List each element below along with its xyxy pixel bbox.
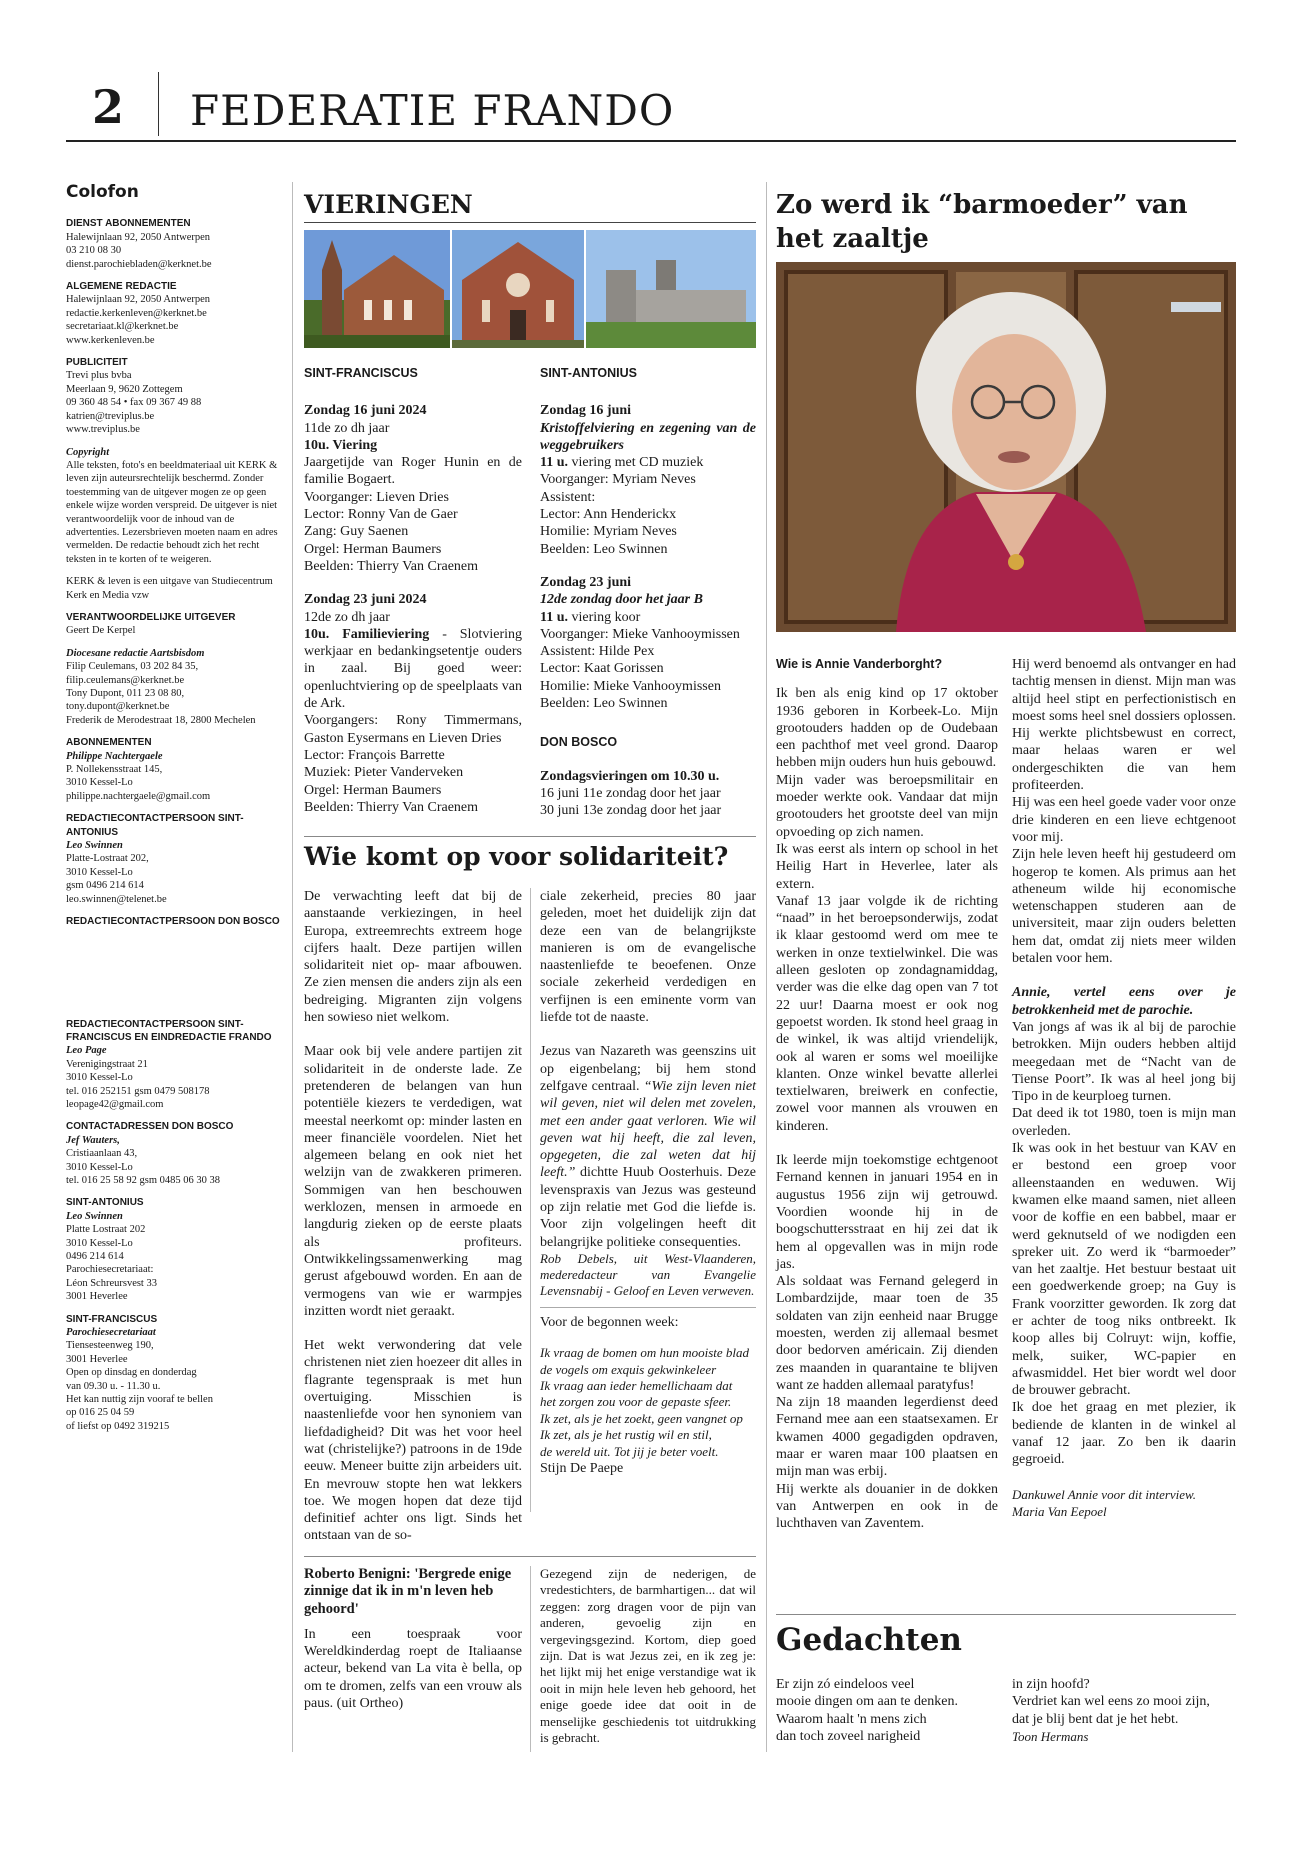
colofon-heading: REDACTIECONTACTPERSOON SINT-ANTONIUS [66, 813, 244, 838]
colofon-heading: PUBLICITEIT [66, 357, 128, 369]
colofon-line: Trevi plus bvba [66, 370, 132, 382]
colofon-line: op 016 25 04 59 [66, 1407, 135, 1419]
schedule-line: 11de zo dh jaar [304, 420, 390, 436]
colofon-line: www.kerkenleven.be [66, 334, 155, 346]
colofon-line: dienst.parochiebladen@kerknet.be [66, 258, 212, 270]
schedule-line: Lector: Kaat Gorissen [540, 661, 664, 677]
poem-line: in zijn hoofd? [1012, 1677, 1090, 1692]
schedule-line: Homilie: Mieke Vanhooymissen [540, 678, 721, 694]
colofon-line: Platte-Lostraat 202, [66, 853, 149, 865]
colofon-heading: Diocesane redactie Aartsbisdom [66, 647, 205, 659]
colofon-line: KERK & leven is een uitgave van Studiecentrum Kerk en Media vzw [66, 576, 273, 601]
colofon-contact: Jef Wauters, [66, 1134, 120, 1146]
barmoeder-col1 [776, 656, 998, 1533]
colofon-section [66, 647, 286, 727]
donbosco-times: Zondagsvieringen om 10.30 u. [540, 768, 720, 784]
schedule-line: 30 juni 13e zondag door het jaar [540, 803, 722, 819]
schedule-line: Assistent: [540, 489, 596, 505]
interview-author: Maria Van Eepoel [1012, 1503, 1107, 1519]
colofon-line: Platte Lostraat 202 [66, 1224, 146, 1236]
schedule-line: 12de zo dh jaar [304, 609, 390, 625]
poem-line: Waarom haalt 'n mens zich [776, 1711, 927, 1727]
article-paragraph: Hij werd benoemd als ontvanger en had tachtig mensen in dienst. Mijn man was altijd heel stipt en perfectionistisch en moest soms heel snel dossiers oplossen. Hij werkte plichtsbewust en correct, maar helaas waren er wel ondergeschikten die van hem profiteerden. [1012, 657, 1236, 794]
poem-line: Ik vraag aan ieder hemellichaam dat [540, 1378, 733, 1394]
schedule-line: Voorgangers: Rony Timmermans, Gaston Eysermans en Lieven Dries [304, 713, 522, 746]
colofon-line: tony.dupont@kerknet.be [66, 701, 170, 713]
article-paragraph: Na zijn 18 maanden legerdienst deed Fernand mee aan een staatsexamen. Er kwamen 4000 gegadigden opdraven, maar er waren maar 100 plaatsen en mijn man was erbij. [776, 1395, 998, 1480]
colofon-heading: Copyright [66, 446, 110, 458]
colofon-line: Het kan nuttig zijn vooraf te bellen [66, 1394, 213, 1406]
page-title: FEDERATIE FRANDO [190, 86, 675, 135]
begonnen-label: Voor de begonnen week: [540, 1314, 679, 1330]
poem-line: het zorgen zou voor de gepaste sfeer. [540, 1394, 732, 1410]
colofon-section [66, 575, 286, 602]
poem-line: de vogels om exquis gekwinkeleer [540, 1361, 717, 1377]
colofon-line: Filip Ceulemans, 03 202 84 35, [66, 661, 199, 673]
colofon-line: P. Nollekensstraat 145, [66, 764, 163, 776]
colofon-line: 3010 Kessel-Lo [66, 1237, 133, 1249]
colofon-section [66, 446, 286, 567]
schedule-line: Lector: Ronny Van de Gaer [304, 507, 458, 523]
church-photo-antonius [452, 230, 584, 348]
article-paragraph: Van jongs af was ik al bij de parochie betrokken. Mijn ouders hebben altijd meegedaan met de “Nacht van de Tiense Poort”. Ik was al heel jong bij Tipo in de keurploeg turnen. [1012, 1019, 1236, 1105]
article-paragraph: Maar ook bij vele andere partijen zit solidariteit in de onderste lade. Ze pretenderen de belangen van hun potentiële kiezers te verdedigen, wat meestal neerkomt op: minder lasten en meer financiële voordelen. Niet het algemeen belang en ook niet het welzijn van de zwakkeren primeren. Sommigen van hen beschouwen werklozen, mensen in armoede en langdurig zieken op de eerste plaats als profiteurs. Ontwikkelingssamenwerking mag gerust afgebouwd worden. En aan de vermogens van wie er warmpjes inzitten wordt niet geraakt. [304, 1044, 522, 1319]
schedule-line: Voorganger: Myriam Neves [540, 472, 696, 488]
article-paragraph: Ik was ook in het bestuur van KAV en er bestond een groep voor alleenstaanden en weduwen. Wij kwamen elke maand samen, niet alleen voor de koffie en een babbel, maar er werd geknutseld of we nodigden een spreker uit. Zo werd ik “barmoeder” van het zaaltje. Het bestuur bestaat uit een goedwerkende groep; na Guy is Frank voorzitter geworden. Ik zorg dat er achter de toog niks ontbreekt. Ik koop alles bij Colruyt: wijn, koffie, melk, suiker, WC-papier en afwasmiddel. Het bier wordt wel door de brouwer gebracht. [1012, 1141, 1236, 1399]
colofon-contact: Leo Page [66, 1045, 107, 1057]
colofon-title: Colofon [66, 182, 139, 202]
poem-line: Ik vraag de bomen om hun mooiste blad [540, 1345, 750, 1361]
article-paragraph: Zijn hele leven heeft hij gestudeerd om hogerop te komen. Als primus aan het atheneum wilde hij economische wetenschappen studeren aan de universiteit, maar zijn ouders beletten hem dat, omdat zij niets meer wilden betalen voor hem. [1012, 847, 1236, 967]
schedule-service [540, 454, 756, 471]
article-paragraph: Ik ben als enig kind op 17 oktober 1936 geboren in Korbeek-Lo. Mijn grootouders hadden op de Oudebaan een pachthof met veel grond. Daarop hebben mijn ouders hun huis gebouwd. [776, 686, 998, 771]
article-text: Jezus van Nazareth was geenszins uit op eigenbelang; bij hem stond zelfgave centraal. [540, 1044, 756, 1094]
colofon-line: www.treviplus.be [66, 424, 140, 436]
colofon-contact: Parochiesecretariaat [66, 1327, 156, 1339]
colofon-line: Open op dinsdag en donderdag [66, 1367, 197, 1379]
article-paragraph: Als soldaat was Fernand gelegerd in Lombardzijde, maar toen de 35 soldaten van zijn eenheid naar Brugge moesten, werden zij allemaal besmet door bedorven américain. Zij dienden zes maanden in quarantaine te blijven want ze hadden allemaal paratyfus! [776, 1274, 998, 1393]
article-paragraph: Dat deed ik tot 1980, toen is mijn man overleden. [1012, 1106, 1236, 1139]
solidariteit-title: Wie komt op voor solidariteit? [304, 842, 729, 871]
colofon-section [66, 736, 286, 803]
benigni-quote: Gezegend zijn de nederigen, de vredestichters, de barmhartigen... dat wil zeggen: zorg dragen voor de pijn van anderen, gevoelig zijn en vergevingsgezind. Kortom, diep goed zijn. Dat is wat Jezus zei, en ik zeg je: het lijkt mij het enige verstandige wat ik ooit in mijn hele leven heb gehoord, het enige goede idee dat ooit in de menselijke geschiedenis tot uitdrukking is gebracht. [540, 1566, 756, 1746]
colofon-line: Tiensesteenweg 190, [66, 1340, 154, 1352]
colofon-line: van 09.30 u. - 11.30 u. [66, 1380, 161, 1392]
colofon-section [66, 915, 286, 928]
colofon-line: 3001 Heverlee [66, 1291, 128, 1303]
antonius-label: SINT-ANTONIUS [540, 366, 637, 380]
schedule-line: Beelden: Thierry Van Craenem [304, 558, 479, 574]
article-paragraph: ciale zekerheid, precies 80 jaar geleden, moet het duidelijk zijn dat deze een van de belangrijkste manieren is om de evangelische naastenliefde te beoefenen. Onze sociale zekerheid verdedigen en verfijnen is een eminente vorm van liefde tot de naaste. [540, 889, 756, 1026]
schedule-block [540, 574, 756, 712]
schedule-line: 16 juni 11e zondag door het jaar [540, 785, 721, 801]
colofon-line: gsm 0496 214 614 [66, 880, 144, 892]
schedule-line: Zang: Guy Saenen [304, 524, 409, 540]
colofon-section [66, 356, 286, 436]
article-signature: Rob Debels, uit West-Vlaanderen, mederedacteur van Evangelie Levensnabij - Geloof en Leven verweven. [540, 1250, 756, 1298]
interview-thanks: Dankuwel Annie voor dit interview. [1012, 1486, 1197, 1502]
header-divider [158, 72, 159, 136]
colofon-section [66, 1018, 286, 1112]
colofon-contact: Philippe Nachtergaele [66, 750, 163, 762]
poem-line: dan toch zoveel narigheid [776, 1728, 921, 1744]
schedule-line: Lector: François Barrette [304, 747, 445, 763]
colofon-line: Tony Dupont, 011 23 08 80, [66, 688, 185, 699]
schedule-line: Lector: Ann Henderickx [540, 507, 677, 523]
colofon-line: 3010 Kessel-Lo [66, 866, 133, 878]
schedule-block [304, 591, 522, 816]
benigni-divider [530, 1566, 531, 1752]
page-number: 2 [92, 80, 125, 134]
article-paragraph: De verwachting leeft dat bij de aanstaande verkiezingen, in heel Europa, extreemrechts extreem hoge cijfers haalt. Deze partijen willen solidariteit niet op- maar afbouwen. Ze zien mensen die anders zijn als een bedreiging. Migranten zijn volgens hen sowieso niet welkom. [304, 889, 522, 1026]
benigni-title: Roberto Benigni: 'Bergrede enige zinnige dat ik in m'n leven heb gehoord' [304, 1566, 512, 1617]
vieringen-rule [304, 222, 756, 223]
column-divider [292, 182, 293, 1752]
colofon-contact: Leo Swinnen [66, 1210, 123, 1222]
colofon-line: Léon Schreursvest 33 [66, 1277, 157, 1289]
portrait-photo [776, 262, 1236, 632]
barmoeder-col2 [1012, 656, 1236, 1520]
benigni-rule [304, 1556, 756, 1557]
colofon-line: 3010 Kessel-Lo [66, 1161, 133, 1173]
colofon-heading: ALGEMENE REDACTIE [66, 281, 177, 293]
colofon-heading: REDACTIECONTACTPERSOON SINT-FRANCISCUS EN EINDREDACTIE FRANDO [66, 1018, 272, 1043]
colofon-line: 3001 Heverlee [66, 1353, 128, 1365]
colofon-section [66, 1196, 286, 1303]
colofon-contact: Leo Swinnen [66, 840, 123, 852]
franciscus-label: SINT-FRANCISCUS [304, 366, 418, 380]
colofon-line: secretariaat.kl@kerknet.be [66, 321, 179, 333]
colofon-line: leo.swinnen@telenet.be [66, 893, 167, 905]
schedule-line: Beelden: Leo Swinnen [540, 541, 668, 557]
article-paragraph: Ik doe het graag en met plezier, ik bediende de klanten in de winkel al vanaf 12 jaar. Zo ben ik daarin gegroeid. [1012, 1400, 1236, 1468]
schedule-date: Zondag 16 juni 2024 [304, 403, 427, 419]
colofon-section [66, 217, 286, 271]
header-rule [66, 140, 1236, 142]
franciscus-schedule [304, 365, 522, 816]
poem-line: de wereld uit. Tot jij je beter voelt. [540, 1443, 719, 1459]
schedule-theme: Kristoffelviering en zegening van de weggebruikers [540, 420, 756, 453]
colofon [66, 182, 286, 1442]
colofon-line: of liefst op 0492 319215 [66, 1420, 170, 1432]
gedachten-col1 [776, 1676, 998, 1745]
colofon-heading: CONTACTADRESSEN DON BOSCO [66, 1121, 234, 1133]
service-detail: - Slotviering werkjaar en bedankingsetentje ouders in zaal. Bij goed weer: openluchtviering op de speelplaats van de Ark. [304, 626, 522, 712]
poem-line: Verdriet kan wel eens zo mooi zijn, [1012, 1694, 1210, 1710]
article-paragraph: Hij was een heel goede vader voor onze drie kinderen en een lieve echtgenoot voor mij. [1012, 795, 1236, 845]
service-detail: viering koor [568, 609, 641, 625]
solidariteit-col1 [304, 888, 522, 1545]
service-time: 11 u. [540, 455, 569, 471]
benigni-article [304, 1566, 522, 1712]
colofon-line: 3010 Kessel-Lo [66, 1072, 133, 1084]
schedule-date: Zondag 23 juni 2024 [304, 592, 427, 608]
article-paragraph: Het wekt verwondering dat vele christenen niet zien hoezeer dit alles in flagrante tegenspraak is met hun overtuiging. Misschien is naastenliefde voor hen synoniem van liefdadigheid? Dit was het voor heel wat (christelijke?) patroons in de 19de eeuw. Meneer buitte zijn arbeiders uit. En mevrouw stopte hen wat lekkers toe. We mogen hopen dat deze tijd definitief achter ons ligt. Sinds het ontstaan van de so- [304, 1338, 522, 1544]
colofon-line: Frederik de Merodestraat 18, 2800 Mechelen [66, 714, 256, 726]
schedule-line: Beelden: Thierry Van Craenem [304, 799, 479, 815]
schedule-block [540, 402, 756, 558]
colofon-section [66, 1120, 286, 1187]
oosterhuis-quote: “Wie zijn leven niet wil geven, niet wil delen met zovelen, met een ander gaat verloren. Wie wil geven wat hij heeft, die zal leven, opgegeten, die zal weten dat hij leeft.” [540, 1078, 756, 1181]
column-divider-2 [766, 182, 767, 1752]
colofon-heading: SINT-ANTONIUS [66, 1197, 144, 1209]
article-paragraph: Ik leerde mijn toekomstige echtgenoot Fernand kennen in januari 1954 en in augustus 1956 zijn wij getrouwd. Voordien woonde hij in de boogschuttersstraat en hij zei dat ik hem al opgevallen was in mijn rode jas. [776, 1153, 998, 1272]
schedule-line: Beelden: Leo Swinnen [540, 696, 668, 712]
church-photo-donbosco [586, 230, 756, 348]
poem-author: Toon Hermans [1012, 1728, 1089, 1744]
schedule-line: Voorganger: Mieke Vanhooymissen [540, 626, 740, 642]
poem-line: Ik zet, als je het rustig wil en stil, [540, 1427, 712, 1443]
colofon-line: philippe.nachtergaele@gmail.com [66, 790, 211, 802]
solidariteit-divider [530, 888, 531, 1512]
colofon-line: filip.ceulemans@kerknet.be [66, 674, 185, 686]
schedule-service [304, 437, 522, 454]
colofon-heading: DIENST ABONNEMENTEN [66, 218, 191, 230]
schedule-line: Voorganger: Lieven Dries [304, 489, 449, 505]
poem-line: Er zijn zó eindeloos veel [776, 1677, 915, 1692]
service-time: 11 u. [540, 609, 569, 625]
colofon-section [66, 280, 286, 347]
schedule-theme: 12de zondag door het jaar B [540, 592, 703, 608]
colofon-line: Halewijnlaan 92, 2050 Antwerpen [66, 231, 211, 243]
colofon-section [66, 812, 286, 906]
schedule-line: Muziek: Pieter Vanderveken [304, 765, 464, 781]
solidariteit-rule-top [304, 836, 756, 837]
colofon-heading: SINT-FRANCISCUS [66, 1313, 158, 1325]
colofon-section [66, 611, 286, 638]
benigni-text: In een toespraak voor Wereldkinderdag roept de Italiaanse acteur, bekend van La vita è bella, op om te dromen, zelfs van een vrouw als paus. (uit Ortheo) [304, 1626, 522, 1712]
colofon-line: tel. 016 252151 gsm 0479 508178 [66, 1085, 210, 1097]
schedule-line: Orgel: Herman Baumers [304, 541, 442, 557]
colofon-line: Geert De Kerpel [66, 625, 136, 637]
article-paragraph [540, 1043, 756, 1251]
church-photo-franciscus [304, 230, 450, 348]
article-paragraph: Ik was eerst als intern op school in het Heilig Hart in Heverlee, later als extern. [776, 841, 998, 892]
interview-question: Annie, vertel eens over je betrokkenheid met de parochie. [1012, 985, 1236, 1018]
colofon-line: tel. 016 25 58 92 gsm 0485 06 30 38 [66, 1174, 220, 1186]
colofon-line: Verenigingstraat 21 [66, 1058, 148, 1070]
interview-intro: Wie is Annie Vanderborght? [776, 657, 943, 671]
article-text: dichtte Huub Oosterhuis. Deze levenspraxis van Jezus was gesteund op zijn relatie met God die liefde is. Voor zijn volgelingen heeft dit belangrijke politieke consequenties. [540, 1165, 756, 1250]
colofon-line: katrien@treviplus.be [66, 410, 155, 422]
colofon-line: 03 210 08 30 [66, 245, 122, 257]
colofon-line: Alle teksten, foto's en beeldmateriaal uit KERK & leven zijn auteursrechtelijk beschermd. Zonder toestemming van de uitgever mogen ze op geen enkele wijze worden verspreid. De uitgever is niet verantwoordelijk voor de inhoud van de advertenties. Lezersbrieven moeten naam en adres vermelden. De redactie behoudt zich het recht teksten in te korten of te weigeren. [66, 459, 278, 565]
schedule-line: Orgel: Herman Baumers [304, 782, 442, 798]
colofon-line: Parochiesecretariaat: [66, 1264, 154, 1276]
schedule-date: Zondag 16 juni [540, 403, 632, 419]
article-paragraph: Vanaf 13 jaar volgde ik de richting “naad” in het beroepsonderwijs, zodat ik klaar gestoomd werd om mee te werken in onze textielwinkel. Die was alleen gesloten op zondagnamiddag, verder was die elke dag open van 7 tot 22 uur! Daarna moest er ook nog gepoetst worden. Ik stond heel graag in de winkel, ik was altijd vriendelijk, ook al waren er soms wel moeilijke klanten. Onze winkel bevatte allerlei textielwaren, breiwerk en confectie, zowel voor mannen als vrouwen en kinderen. [776, 893, 998, 1134]
gedachten-title: Gedachten [776, 1622, 962, 1658]
schedule-date: Zondag 23 juni [540, 574, 632, 590]
article-paragraph: Mijn vader was beroepsmilitair en moeder werkte ook. Vandaar dat mijn grootouders het grootste deel van mijn opvoeding op zich namen. [776, 772, 998, 840]
solidariteit-col2 [540, 888, 756, 1477]
article-paragraph: Hij werkte als douanier in de dokken van Antwerpen en ook in de luchthaven van Zaventem. [776, 1481, 998, 1532]
service-time: 10u. Familieviering [304, 626, 430, 642]
colofon-line: Halewijnlaan 92, 2050 Antwerpen [66, 294, 211, 306]
gedachten-rule [776, 1614, 1236, 1615]
signature-rule [540, 1307, 756, 1308]
barmoeder-title: Zo werd ik “barmoeder” van het zaaltje [776, 190, 1188, 254]
schedule-block [304, 402, 522, 575]
antonius-schedule [540, 365, 756, 820]
colofon-heading: REDACTIECONTACTPERSOON DON BOSCO [66, 916, 280, 928]
poem-line: mooie dingen om aan te denken. [776, 1694, 958, 1710]
colofon-section [66, 1313, 286, 1434]
schedule-line: Homilie: Myriam Neves [540, 524, 677, 540]
poem-line: dat je blij bent dat je het hebt. [1012, 1711, 1179, 1727]
colofon-line: Meerlaan 9, 9620 Zottegem [66, 383, 183, 395]
colofon-heading: VERANTWOORDELIJKE UITGEVER [66, 611, 236, 623]
poem-author: Stijn De Paepe [540, 1461, 624, 1477]
gedachten-col2 [1012, 1676, 1236, 1745]
colofon-line: leopage42@gmail.com [66, 1098, 164, 1110]
schedule-service [304, 626, 522, 712]
schedule-line: Assistent: Hilde Pex [540, 644, 655, 660]
service-detail: viering met CD muziek [568, 455, 704, 471]
colofon-line: 09 360 48 54 • fax 09 367 49 88 [66, 397, 202, 409]
colofon-line: 0496 214 614 [66, 1251, 124, 1262]
colofon-line: 3010 Kessel-Lo [66, 777, 133, 789]
colofon-line: redactie.kerkenleven@kerknet.be [66, 307, 207, 319]
vieringen-title: VIERINGEN [304, 190, 473, 219]
colofon-line: Cristiaanlaan 43, [66, 1148, 138, 1160]
service-time: 10u. Viering [304, 437, 378, 453]
donbosco-label: DON BOSCO [540, 735, 618, 750]
poem-line: Ik zet, als je het zoekt, geen vangnet op [540, 1410, 743, 1426]
colofon-heading: ABONNEMENTEN [66, 737, 152, 749]
schedule-service [540, 609, 756, 626]
schedule-line: Jaargetijde van Roger Hunin en de familie Bogaert. [304, 455, 522, 488]
